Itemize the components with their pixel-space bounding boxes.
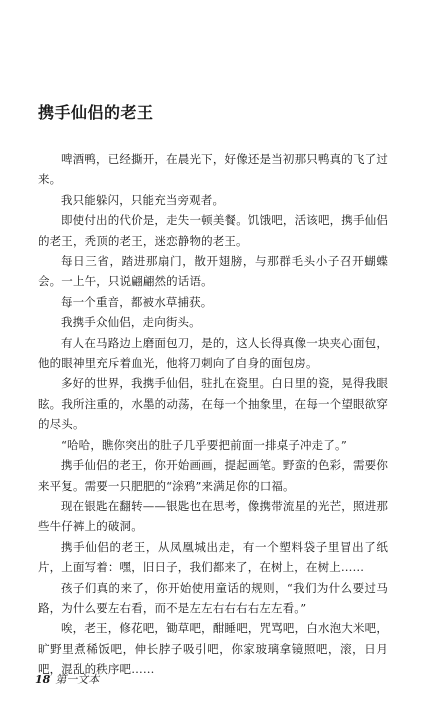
paragraph: 啤酒鸭，已经撕开，在晨光下，好像还是当初那只鸭真的飞了过来。 xyxy=(38,152,388,187)
chapter-title: 携手仙侣的老王 xyxy=(38,103,154,122)
paragraph: 我携手众仙侣，走向街头。 xyxy=(61,315,201,330)
paragraph: 我只能躲闪，只能充当旁观者。 xyxy=(61,192,225,207)
paragraph: 有人在马路边上磨面包刀，是的，这人长得真像一块夹心面包，他的眼神里充斥着血光，他将刀刺向了自身的面包房。 xyxy=(38,335,388,371)
body-text xyxy=(38,149,388,680)
section-name: 第一文本 xyxy=(55,673,100,686)
paragraph: 每一个重音，都被水草捕获。 xyxy=(61,294,213,309)
paragraph: 现在银匙在翻转——银匙也在思考，像携带流星的光芒，照进那些牛仔裤上的破洞。 xyxy=(38,498,388,534)
paragraph: 携手仙侣的老王，从凤凰城出走，有一个塑料袋子里冒出了纸片，上面写着：嘿，旧日子，我们都来了，在树上，在树上…… xyxy=(38,539,388,575)
paragraph: 每日三省，踏进那扇门，散开翅膀，与那群毛头小子召开蝴蝶会。一上午，只说翩翩然的话语。 xyxy=(38,254,388,289)
paragraph: “哈哈，瞧你突出的肚子几乎要把前面一排桌子冲走了。” xyxy=(61,437,347,452)
paragraph: 唉，老王，修花吧，锄草吧，酣睡吧，咒骂吧，白水泡大米吧，旷野里煮稀饭吧，伸长脖子吸引吧，你家玻璃拿镜照吧，滚，日月吧，混乱的秩序吧…… xyxy=(38,621,388,677)
page-footer xyxy=(35,671,99,687)
paragraph: 携手仙侣的老王，你开始画画，提起画笔。野蛮的色彩，需要你来平复。需要一只肥肥的“涂鸦”来满足你的口福。 xyxy=(38,458,388,493)
paragraph: 孩子们真的来了，你开始使用童话的规则，“我们为什么要过马路，为什么要左右看，而不是左左右右右右左左看。” xyxy=(38,580,388,615)
page-number: 18 xyxy=(35,673,51,686)
paragraph: 即使付出的代价是，走失一顿美餐。饥饿吧，活该吧，携手仙侣的老王，秃顶的老王，迷恋静物的老王。 xyxy=(38,213,388,248)
paragraph: 多好的世界，我携手仙侣，驻扎在瓷里。白日里的瓷，晃得我眼眩。我所注重的，水墨的动荡，在每一个抽象里，在每一个望眼欲穿的尽头。 xyxy=(38,376,388,432)
